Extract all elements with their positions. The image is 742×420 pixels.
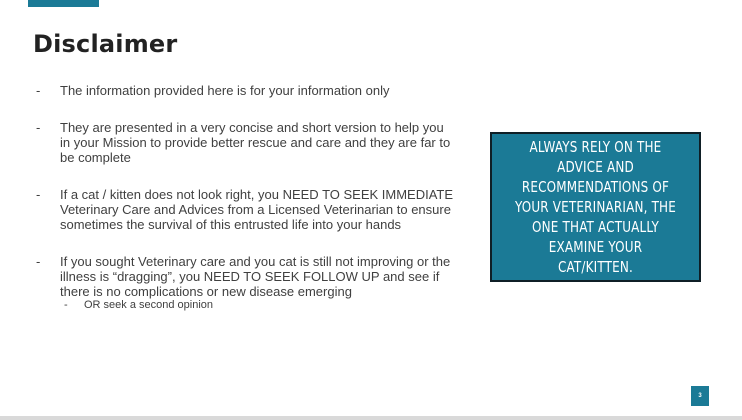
bullet-text: If you sought Veterinary care and you cat is still not improving or the illness is “dragging”, you NEED TO SEEK FOLLOW UP and see if there is no complications or new disease emerging [60, 254, 451, 299]
bottom-divider [0, 416, 742, 420]
sub-bullet-item [64, 299, 456, 312]
bullet-item [36, 254, 456, 312]
bullet-dash: - [36, 187, 41, 202]
sub-bullet-list [60, 299, 456, 312]
top-accent-bar [28, 0, 99, 7]
callout-text: ALWAYS RELY ON THE ADVICE AND RECOMMENDATIONS OF YOUR VETERINARIAN, THE ONE THAT ACTUALLY EXAMINE YOUR CAT/KITTEN. [514, 138, 677, 276]
page-number-badge: 3 [691, 386, 709, 406]
bullet-dash: - [36, 120, 41, 135]
bullet-dash: - [36, 254, 41, 269]
sub-bullet-dash: - [64, 299, 68, 311]
bullet-dash: - [36, 83, 41, 98]
bullet-item [36, 187, 456, 232]
disclaimer-bullet-list [36, 83, 456, 334]
sub-bullet-text: OR seek a second opinion [84, 299, 214, 311]
bullet-item [36, 120, 456, 165]
veterinarian-callout-box [490, 132, 701, 282]
bullet-text: If a cat / kitten does not look right, you NEED TO SEEK IMMEDIATE Veterinary Care and Advices from a Licensed Veterinarian to ensure sometimes the survival of this entrusted life into your hands [60, 187, 454, 232]
slide-title: Disclaimer [33, 30, 178, 58]
bullet-text: The information provided here is for your information only [60, 83, 390, 98]
bullet-text: They are presented in a very concise and short version to help you in your Mission to provide better rescue and care and they are far to be complete [60, 120, 451, 165]
bullet-item [36, 83, 456, 98]
